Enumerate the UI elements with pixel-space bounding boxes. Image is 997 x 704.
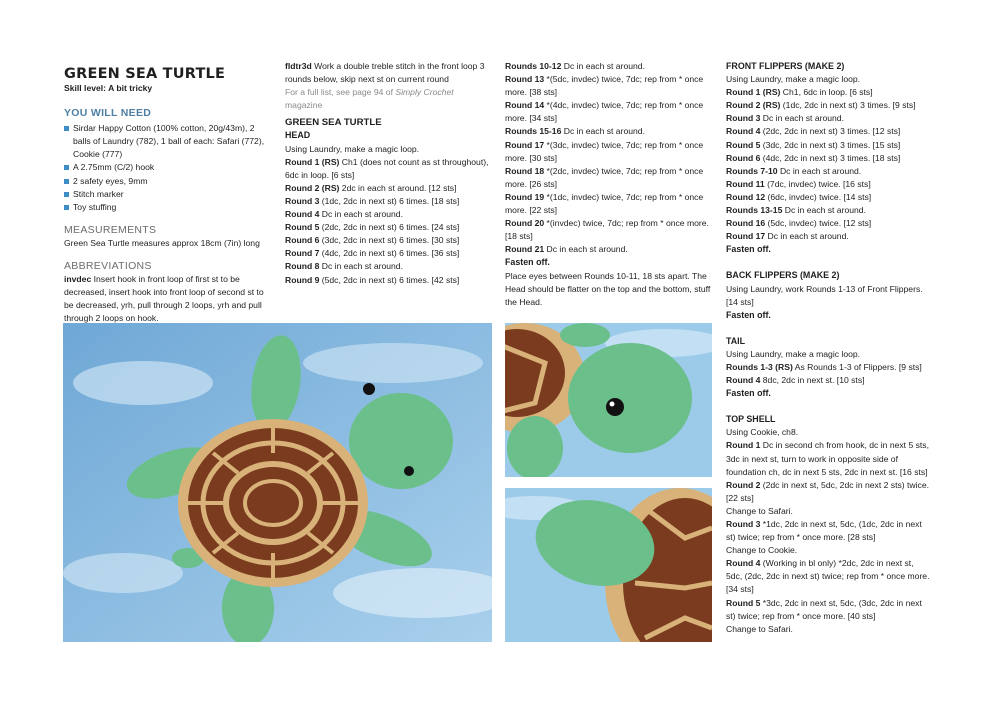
round-text: (6dc, invdec) twice. [14 sts] bbox=[765, 191, 872, 202]
round-label: Rounds 1-3 (RS) bbox=[726, 361, 793, 372]
round-text: Dc in each st around. bbox=[319, 209, 403, 220]
column-4 bbox=[726, 60, 931, 636]
round-text: *(invdec) twice, 7dc; rep from * once more. [18 sts] bbox=[505, 218, 709, 242]
materials-list bbox=[64, 122, 274, 214]
round-row bbox=[285, 260, 490, 273]
round-row bbox=[726, 204, 931, 217]
column-3 bbox=[505, 60, 715, 309]
round-text: As Rounds 1-3 of Flippers. [9 sts] bbox=[792, 361, 922, 372]
colour-change: Change to Safari. bbox=[726, 623, 793, 634]
skill-level: Skill level: A bit tricky bbox=[64, 83, 153, 93]
round-row bbox=[285, 221, 490, 234]
turtle-flipper-illustration bbox=[505, 488, 712, 642]
round-row bbox=[726, 125, 931, 138]
round-text: *3dc, 2dc in next st, 5dc, (3dc, 2dc in next st) twice; rep from * once more. [40 sts] bbox=[726, 597, 922, 621]
round-text: (2dc, 2dc in next st) 3 times. [12 sts] bbox=[760, 126, 901, 137]
round-row bbox=[505, 99, 715, 125]
round-text: (4dc, 2dc in next st) 6 times. [36 sts] bbox=[319, 248, 460, 259]
round-label: Round 5 bbox=[285, 222, 320, 233]
front-flippers-rounds bbox=[726, 86, 931, 243]
round-row bbox=[726, 112, 931, 125]
round-label: Round 20 bbox=[505, 218, 545, 229]
round-text: *(1dc, invdec) twice, 7dc; rep from * once more. [22 sts] bbox=[505, 191, 704, 216]
round-row bbox=[505, 125, 715, 138]
head-heading: HEAD bbox=[285, 130, 311, 141]
round-text: Ch1, 6dc in loop. [6 sts] bbox=[780, 87, 873, 98]
round-row bbox=[726, 99, 931, 112]
round-row bbox=[285, 234, 490, 247]
round-label: Round 2 bbox=[726, 479, 761, 490]
round-row bbox=[285, 156, 490, 182]
round-label: Rounds 15-16 bbox=[505, 126, 562, 137]
round-label: Rounds 10-12 bbox=[505, 61, 562, 71]
round-label: Round 1 (RS) bbox=[726, 87, 781, 98]
round-row bbox=[726, 518, 931, 544]
abbrev-definition: Insert hook in front loop of first st to be decreased, insert hook into front loop of second st to be decreased, yrh, pull through 2 loops, yrh and pull through 2 loops on hook. bbox=[64, 274, 264, 324]
fasten-off: Fasten off. bbox=[726, 388, 771, 399]
round-label: Round 1 bbox=[726, 440, 761, 451]
back-flippers-text: Using Laundry, work Rounds 1-13 of Front Flippers. [14 sts] bbox=[726, 283, 923, 307]
round-label: Round 11 bbox=[726, 178, 765, 189]
round-text: (1dc, 2dc in next st) 3 times. [9 sts] bbox=[780, 100, 916, 111]
round-row bbox=[726, 557, 931, 596]
round-text: Dc in each st around. bbox=[765, 231, 849, 242]
round-text: *(2dc, invdec) twice, 7dc; rep from * once more. [26 sts] bbox=[505, 165, 704, 189]
measurements-heading: MEASUREMENTS bbox=[64, 223, 157, 236]
front-flippers-heading: FRONT FLIPPERS (MAKE 2) bbox=[726, 61, 845, 71]
turtle-head-photo bbox=[505, 323, 712, 477]
round-label: Round 14 bbox=[505, 100, 545, 111]
round-text: 8dc, 2dc in next st. [10 sts] bbox=[760, 375, 865, 386]
round-text: (Working in bl only) *2dc, 2dc in next st, 5dc, (2dc, 2dc in next st) twice; rep from * once more. [34 sts] bbox=[726, 558, 930, 595]
round-row bbox=[726, 178, 931, 191]
abbrev-note bbox=[285, 86, 490, 112]
head-rounds-a bbox=[285, 156, 490, 287]
pattern-title: GREEN SEA TURTLE bbox=[64, 66, 226, 82]
round-text: (7dc, invdec) twice. [16 sts] bbox=[764, 178, 871, 189]
round-text: Dc in each st around. bbox=[319, 261, 403, 272]
round-row bbox=[505, 217, 715, 243]
round-row bbox=[285, 208, 490, 221]
round-label: Round 12 bbox=[726, 191, 766, 202]
column-2 bbox=[285, 60, 490, 287]
front-flippers-intro: Using Laundry, make a magic loop. bbox=[726, 74, 861, 85]
head-outro: Place eyes between Rounds 10-11, 18 sts apart. The Head should be flatter on the top and the bottom, stuff the Head. bbox=[505, 270, 711, 307]
abbrev-invdec bbox=[64, 273, 274, 325]
round-label: Rounds 13-15 bbox=[726, 205, 783, 216]
fasten-off: Fasten off. bbox=[505, 257, 550, 268]
round-row bbox=[505, 243, 715, 256]
round-text: (1dc, 2dc in next st) 6 times. [18 sts] bbox=[319, 195, 460, 206]
round-label: Round 5 bbox=[726, 139, 761, 150]
list-item: Stitch marker bbox=[64, 188, 274, 201]
head-intro: Using Laundry, make a magic loop. bbox=[285, 143, 420, 154]
turtle-flipper-photo bbox=[505, 488, 712, 642]
round-text: *(3dc, invdec) twice, 7dc; rep from * once more. [30 sts] bbox=[505, 139, 704, 163]
round-label: Round 4 bbox=[726, 126, 761, 137]
round-row bbox=[726, 152, 931, 165]
round-label: Round 18 bbox=[505, 165, 545, 176]
turtle-head-illustration bbox=[505, 323, 712, 477]
round-text: (2dc in next st, 5dc, 2dc in next 2 sts) twice. [22 sts] bbox=[726, 479, 929, 503]
list-item: Sirdar Happy Cotton (100% cotton, 20g/43m), 2 balls of Laundry (782), 1 ball of each: Safari (772), Cookie (777) bbox=[64, 122, 274, 161]
round-row bbox=[285, 182, 490, 195]
round-label: Round 8 bbox=[285, 261, 320, 272]
round-row bbox=[726, 165, 931, 178]
round-row bbox=[726, 86, 931, 99]
round-label: Round 7 bbox=[285, 248, 320, 259]
round-text: *1dc, 2dc in next st, 5dc, (1dc, 2dc in next st) twice; rep from * once more. [28 sts] bbox=[726, 519, 922, 543]
round-label: Rounds 7-10 bbox=[726, 165, 778, 176]
turtle-illustration bbox=[63, 323, 492, 642]
round-text: Dc in second ch from hook, dc in next 5 sts, 3dc in next st, turn to work in opposite side of foundation ch, dc in next 5 sts, 2dc in next st. [16 sts] bbox=[726, 440, 929, 477]
round-label: Round 4 bbox=[726, 558, 761, 569]
round-text: (5dc, invdec) twice. [12 sts] bbox=[765, 218, 872, 229]
round-row bbox=[726, 191, 931, 204]
list-item: A 2.75mm (C/2) hook bbox=[64, 161, 274, 174]
you-will-need-heading: YOU WILL NEED bbox=[64, 107, 152, 120]
round-row bbox=[285, 274, 490, 287]
round-row bbox=[726, 597, 931, 623]
back-flippers-heading: BACK FLIPPERS (MAKE 2) bbox=[726, 270, 840, 281]
round-label: Round 3 bbox=[726, 519, 761, 529]
round-row bbox=[726, 479, 931, 505]
round-label: Round 1 (RS) bbox=[285, 156, 340, 167]
round-row bbox=[726, 139, 931, 152]
round-label: Round 21 bbox=[505, 244, 545, 255]
fasten-off: Fasten off. bbox=[726, 309, 771, 320]
round-text: (2dc, 2dc in next st) 6 times. [24 sts] bbox=[319, 222, 460, 233]
round-label: Round 3 bbox=[285, 195, 320, 206]
round-label: Round 2 (RS) bbox=[285, 182, 340, 193]
round-text: (4dc, 2dc in next st) 3 times. [18 sts] bbox=[760, 152, 901, 163]
round-text: Dc in each st around. bbox=[782, 205, 866, 216]
abbrev-definition: Work a double treble stitch in the front loop 3 rounds below, skip next st on current round bbox=[285, 61, 485, 85]
list-item: Toy stuffing bbox=[64, 201, 274, 214]
round-text: Dc in each st around. bbox=[561, 61, 645, 71]
round-label: Round 13 bbox=[505, 74, 545, 85]
round-row bbox=[285, 195, 490, 208]
magazine-name: Simply Crochet bbox=[395, 87, 454, 98]
round-text: (3dc, 2dc in next st) 3 times. [15 sts] bbox=[760, 139, 901, 150]
round-row bbox=[505, 191, 715, 217]
top-shell-intro: Using Cookie, ch8. bbox=[726, 427, 799, 438]
round-label: Round 6 bbox=[285, 235, 320, 246]
fasten-off: Fasten off. bbox=[726, 244, 771, 255]
round-row bbox=[726, 374, 931, 387]
list-item: 2 safety eyes, 9mm bbox=[64, 175, 274, 188]
round-row bbox=[505, 165, 715, 191]
abbrev-term: invdec bbox=[64, 274, 92, 285]
round-text: Dc in each st around. bbox=[561, 126, 645, 137]
section-heading: GREEN SEA TURTLE bbox=[285, 117, 382, 129]
round-text: *(4dc, invdec) twice, 7dc; rep from * once more. [34 sts] bbox=[505, 100, 704, 124]
note-text: magazine bbox=[285, 100, 323, 111]
abbreviations-heading: ABBREVIATIONS bbox=[64, 260, 152, 273]
round-text: (3dc, 2dc in next st) 6 times. [30 sts] bbox=[319, 235, 460, 246]
round-label: Round 19 bbox=[505, 191, 545, 202]
round-label: Round 17 bbox=[726, 231, 766, 242]
top-shell-heading: TOP SHELL bbox=[726, 414, 776, 425]
column-1 bbox=[64, 60, 274, 326]
round-label: Round 5 bbox=[726, 597, 761, 608]
tail-intro: Using Laundry, make a magic loop. bbox=[726, 348, 861, 359]
round-label: Round 2 (RS) bbox=[726, 100, 781, 111]
measurements-text: Green Sea Turtle measures approx 18cm (7in) long bbox=[64, 237, 260, 248]
round-row bbox=[726, 230, 931, 243]
round-row bbox=[726, 439, 931, 478]
round-row bbox=[505, 60, 715, 73]
round-row bbox=[726, 361, 931, 374]
round-label: Round 4 bbox=[726, 375, 761, 386]
round-label: Round 9 bbox=[285, 274, 320, 285]
colour-change: Change to Safari. bbox=[726, 505, 793, 516]
head-rounds-b bbox=[505, 60, 715, 256]
tail-heading: TAIL bbox=[726, 335, 746, 346]
round-label: Round 6 bbox=[726, 152, 761, 163]
round-text: Ch1 (does not count as st throughout), 6dc in loop. [6 sts] bbox=[285, 156, 489, 180]
colour-change: Change to Cookie. bbox=[726, 545, 798, 556]
round-label: Round 17 bbox=[505, 139, 545, 150]
round-row bbox=[505, 139, 715, 165]
round-text: Dc in each st around. bbox=[777, 165, 862, 176]
round-text: 2dc in each st around. [12 sts] bbox=[339, 182, 457, 193]
round-label: Round 4 bbox=[285, 209, 320, 220]
round-label: Round 16 bbox=[726, 218, 766, 229]
round-text: Dc in each st around. bbox=[544, 244, 628, 255]
round-text: *(5dc, invdec) twice, 7dc; rep from * once more. [38 sts] bbox=[505, 74, 704, 98]
note-text: For a full list, see page 94 of bbox=[285, 87, 396, 98]
round-row bbox=[285, 247, 490, 260]
round-text: Dc in each st around. bbox=[760, 113, 844, 124]
turtle-main-photo bbox=[63, 323, 492, 642]
round-label: Round 3 bbox=[726, 113, 761, 124]
round-text: (5dc, 2dc in next st) 6 times. [42 sts] bbox=[319, 274, 460, 285]
tail-rounds bbox=[726, 361, 931, 387]
abbrev-term: fldtr3d bbox=[285, 61, 312, 71]
round-row bbox=[726, 217, 931, 230]
abbrev-fldtr3d bbox=[285, 60, 490, 86]
round-row bbox=[505, 73, 715, 99]
